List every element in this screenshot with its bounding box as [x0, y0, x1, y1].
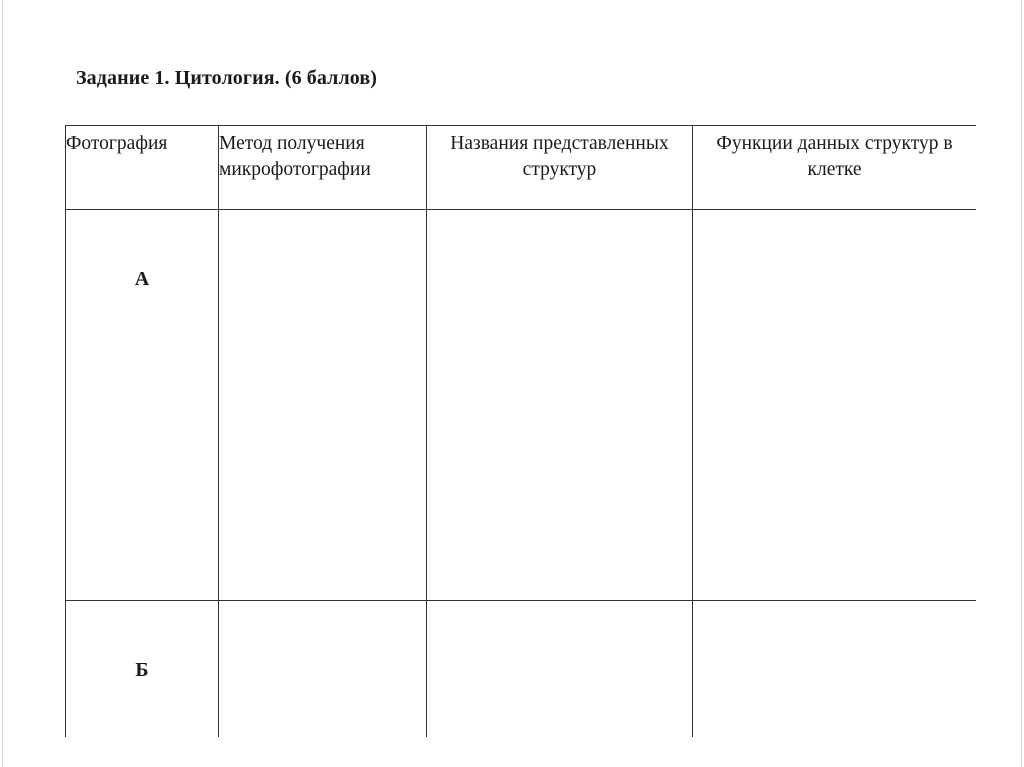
- cell-method-b[interactable]: [219, 601, 427, 738]
- header-method: Метод получения микрофотографии: [219, 126, 427, 210]
- header-photo: Фотография: [66, 126, 219, 210]
- table-header-row: [66, 126, 977, 210]
- task-table-container: [65, 125, 976, 737]
- table-row: [66, 210, 977, 601]
- row-label-a: А: [66, 210, 219, 601]
- header-structure-functions: Функции данных структур в клетке: [693, 126, 977, 210]
- slide-frame-left: [2, 0, 3, 767]
- cell-names-b[interactable]: [427, 601, 693, 738]
- cell-names-a[interactable]: [427, 210, 693, 601]
- table-row: [66, 601, 977, 738]
- cell-method-a[interactable]: [219, 210, 427, 601]
- row-label-b: Б: [66, 601, 219, 738]
- slide-frame-right: [1021, 0, 1022, 767]
- task-table: [65, 125, 976, 737]
- task-title: Задание 1. Цитология. (6 баллов): [76, 67, 378, 89]
- header-structure-names: Названия представленных структур: [427, 126, 693, 210]
- cell-functions-a[interactable]: [693, 210, 977, 601]
- cell-functions-b[interactable]: [693, 601, 977, 738]
